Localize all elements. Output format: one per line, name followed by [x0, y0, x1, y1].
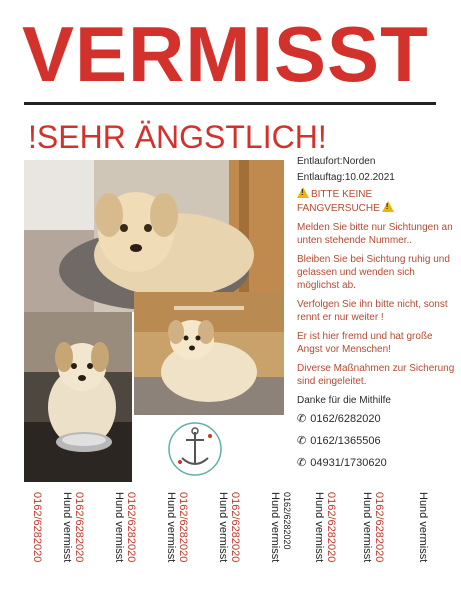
strip-label: Hund vermisst	[417, 492, 429, 563]
poster-title: VERMISST	[22, 10, 429, 98]
strip-phone: 0162/6282020	[125, 492, 137, 563]
phone-number-2[interactable]	[297, 435, 459, 448]
location-text: Entlaufort:Norden	[297, 156, 376, 167]
strip-label: Hund vermisst	[269, 492, 281, 563]
phone-number-3[interactable]	[297, 457, 459, 470]
phone-number-text: 0162/6282020	[310, 413, 381, 425]
date-text: Entlauftag:10.02.2021	[297, 172, 395, 183]
warning-icon	[297, 187, 309, 198]
phone-number-text: 0162/1365506	[310, 435, 381, 447]
tear-strip[interactable]	[166, 492, 188, 592]
tear-strip[interactable]	[218, 492, 240, 592]
phone-icon: ✆	[297, 435, 307, 447]
strip-label: Hund vermisst	[113, 492, 125, 563]
tear-strip[interactable]	[270, 492, 292, 592]
strip-phone: 0162/6282020	[282, 492, 292, 550]
strip-phone: 0162/6282020	[229, 492, 241, 563]
strip-label: Hund vermisst	[361, 492, 373, 563]
title-divider	[24, 102, 436, 105]
poster-subtitle: !SEHR ÄNGSTLICH!	[28, 119, 327, 155]
follow-instruction: Verfolgen Sie ihn bitte nicht, sonst rennt er nur weiter !	[297, 299, 448, 323]
fear-note: Er ist hier fremd und hat große Angst vor Menschen!	[297, 331, 433, 355]
tear-strip[interactable]	[314, 492, 336, 592]
tear-off-strips	[24, 492, 442, 592]
tear-strip[interactable]	[26, 492, 48, 592]
phone-icon: ✆	[297, 457, 307, 469]
strip-phone: 0162/6282020	[177, 492, 189, 563]
warning-line-2: FANGVERSUCHE	[297, 203, 380, 214]
thanks-text: Danke für die Mithilfe	[297, 395, 391, 406]
strip-label: Hund vermisst	[61, 492, 73, 563]
phone-number-text: 04931/1730620	[310, 457, 387, 469]
dog-photo-second	[134, 292, 284, 415]
call-instruction: Melden Sie bitte nur Sichtungen an unten stehende Nummer..	[297, 222, 453, 246]
calm-instruction: Bleiben Sie bei Sichtung ruhig und gelassen und wenden sich möglichst ab.	[297, 254, 450, 291]
tear-strip[interactable]	[114, 492, 136, 592]
info-column	[297, 155, 459, 479]
warning-icon	[382, 201, 394, 212]
tear-strip[interactable]	[412, 492, 434, 592]
phone-icon: ✆	[297, 413, 307, 425]
measures-note: Diverse Maßnahmen zur Sicherung sind eingeleitet.	[297, 363, 455, 387]
organization-logo	[150, 418, 240, 480]
strip-label: Hund vermisst	[217, 492, 229, 563]
strip-phone: 0162/6282020	[31, 492, 43, 563]
phone-number-1[interactable]	[297, 413, 459, 426]
warning-block	[297, 187, 459, 215]
strip-phone: 0162/6282020	[325, 492, 337, 563]
strip-label: Hund vermisst	[165, 492, 177, 563]
strip-phone: 0162/6282020	[73, 492, 85, 563]
dog-photo-side	[24, 312, 132, 482]
tear-strip[interactable]	[62, 492, 84, 592]
strip-label: Hund vermisst	[313, 492, 325, 563]
dog-photo-main	[24, 160, 284, 312]
tear-strip[interactable]	[362, 492, 384, 592]
strip-phone: 0162/6282020	[373, 492, 385, 563]
warning-line-1: BITTE KEINE	[311, 189, 373, 200]
